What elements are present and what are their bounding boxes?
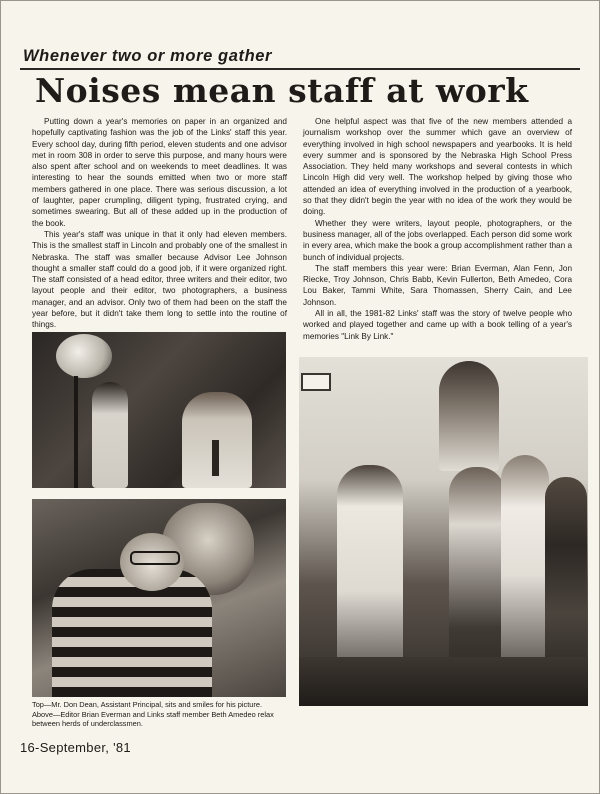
body-column-right	[303, 116, 572, 342]
person-shape	[439, 361, 499, 471]
caption-above: Above—Editor Brian Everman and Links staff member Beth Amedeo relax between herds of underclassmen.	[32, 709, 274, 729]
paragraph: This year's staff was unique in that it only had eleven members. This is the smallest staff in Lincoln and probably one of the smallest in Nebraska. The staff was smaller because Advisor Lee Johnson thought a smaller staff could do a good job, if it were organized right. The staff consisted of a head editor, three writers and their editor, two layout people and their editor, two photographers, a business manager, and an advisor. Only two of them had been on the staff the year before, but it didn't take them long to settle into the routine of things.	[32, 229, 287, 330]
person-shape	[92, 382, 128, 488]
kicker-rule	[20, 68, 580, 70]
lamp-shape	[56, 334, 112, 378]
caption-top: Top—Mr. Don Dean, Assistant Principal, sits and smiles for his picture.	[32, 700, 263, 709]
lamp-stand-shape	[74, 376, 78, 488]
page-folio: 16-September, '81	[20, 740, 131, 755]
photo-group-of-students	[299, 357, 588, 706]
striped-shirt-shape	[52, 569, 212, 697]
photo-editor-and-staff-member	[32, 499, 286, 697]
kicker: Whenever two or more gather	[23, 47, 273, 65]
paragraph: Putting down a year's memories on paper in an organized and hopefully captivating fashion was the job of the Links' staff this year. Every school day, during fifth period, eleven students and one advisor met in room 308 in order to serve this purpose, and many hours were also spent after school and on weekends to meet deadlines. It was interesting to hear the sounds emitted when two or more staff members gathered in one place. There was serious discussion, a lot of laughter, paper crumpling, diligent typing, frustrated crying, and sometimes swearing. But all of these added up in the production of the book.	[32, 117, 287, 228]
eyeglasses-shape	[130, 551, 180, 565]
page-title: Noises mean staff at work	[35, 71, 529, 110]
photo-assistant-principal	[32, 332, 286, 488]
paragraph: All in all, the 1981-82 Links' staff was the story of twelve people who worked and played together and came up with a book telling of a year's memories "Link By Link."	[303, 309, 572, 341]
paragraph: Whether they were writers, layout people, photographers, or the business manager, all of the jobs overlapped. Each person did some work in every area, which make the book a group accomplishment rather than a bunch of individual projects.	[303, 218, 572, 262]
body-column-left	[32, 116, 287, 331]
photo-caption	[32, 700, 294, 729]
floor-shape	[299, 657, 588, 706]
wall-sign-shape	[301, 373, 331, 391]
paragraph: One helpful aspect was that five of the new members attended a journalism workshop over the summer which gave an overview of everything involved in high school newspapers and yearbooks. It is held every summer and is sponsored by the Nebraska High School Press Association. They held many workshops and several contests in which Lincoln High did very well. The workshop helped by giving those who attended an idea of everything involved in the production of a yearbook, so that they didn't begin the year with no idea of the work they would be doing.	[303, 117, 572, 217]
paragraph: The staff members this year were: Brian Everman, Alan Fenn, Jon Riecke, Troy Johnson, Chris Babb, Kevin Fullerton, Beth Amedeo, Cora Lou Baker, Tammi White, Sara Thomassen, Sherry Cain, and Lee Johnson.	[303, 263, 572, 307]
necktie-shape	[212, 440, 219, 476]
